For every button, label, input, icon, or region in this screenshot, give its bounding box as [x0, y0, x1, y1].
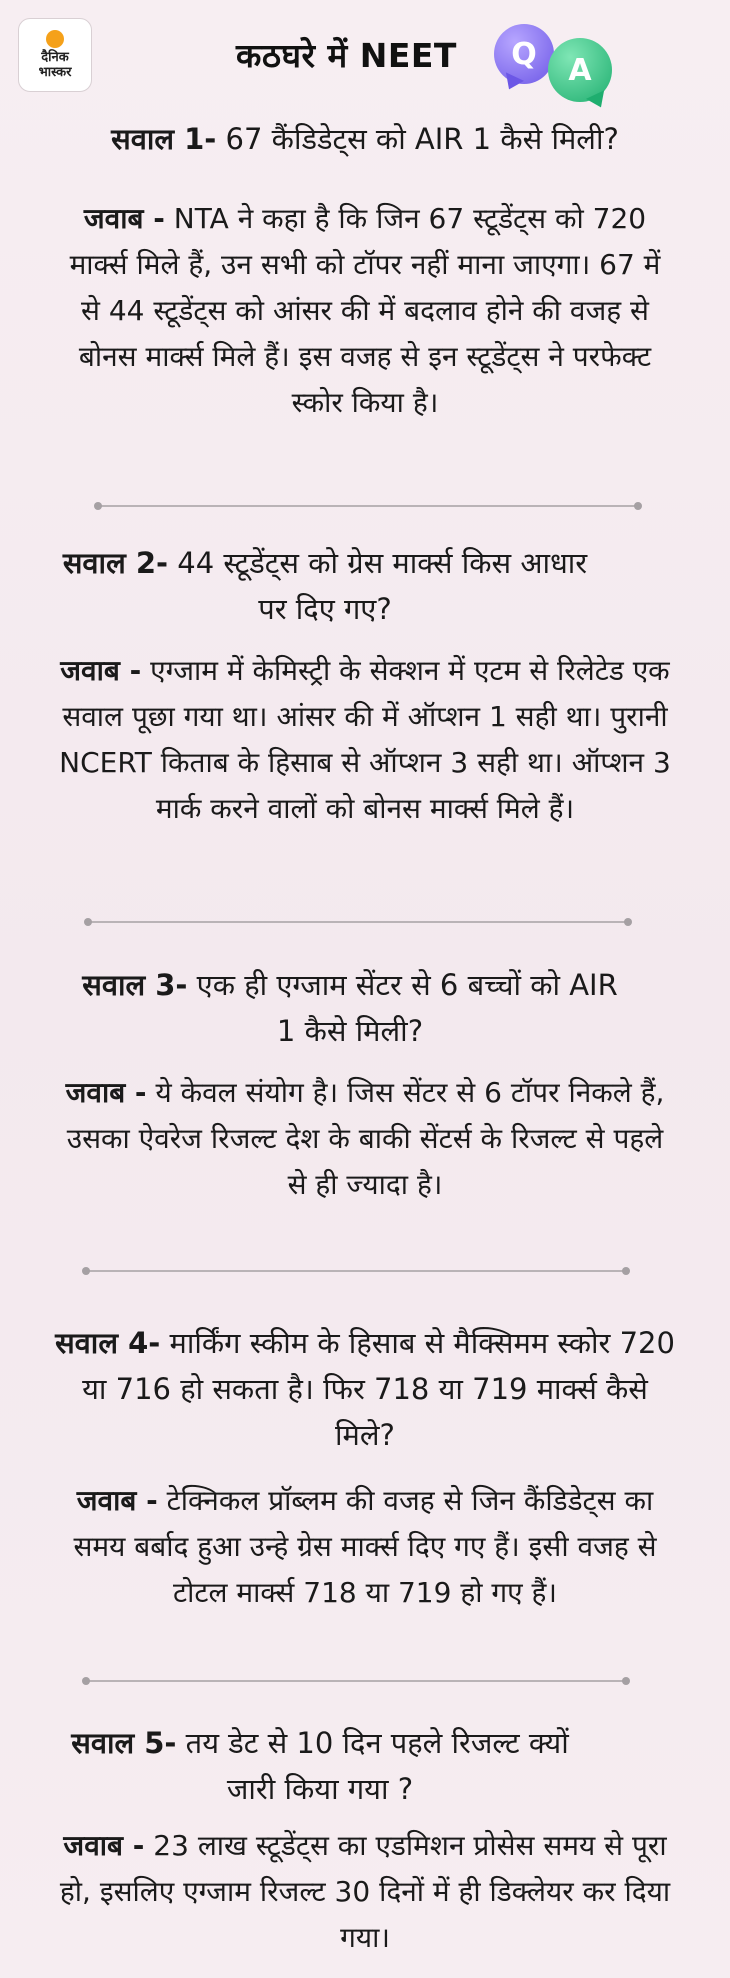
- answer-4: [0, 1478, 730, 1616]
- question-label: सवाल 2-: [62, 546, 169, 580]
- logo-line-1: दैनिक: [41, 50, 69, 65]
- question-label: सवाल 4-: [55, 1326, 161, 1360]
- question-4: [0, 1320, 730, 1458]
- dainik-bhaskar-logo: [18, 18, 92, 92]
- divider: [88, 921, 628, 923]
- sun-icon: [46, 30, 64, 48]
- a-letter: A: [568, 52, 592, 88]
- answer-label: जवाब -: [83, 202, 165, 235]
- answer-label: जवाब -: [76, 1484, 158, 1517]
- question-label: सवाल 5-: [71, 1726, 177, 1760]
- answer-text: NTA ने कहा है कि जिन 67 स्टूडेंट्स को 720 मार्क्स मिले हैं, उन सभी को टॉपर नहीं माना जाएगा। 67 में से 44 स्टूडेंट्स को आंसर की में बदलाव होने की वजह से बोनस मार्क्स मिले हैं। इस वजह से इन स्टूडेंट्स ने परफेक्ट स्कोर किया है।: [69, 202, 661, 419]
- answer-text: ये केवल संयोग है। जिस सेंटर से 6 टॉपर निकले हैं, उसका ऐवरेज रिजल्ट देश के बाकी सेंटर्स के रिजल्ट से पहले से ही ज्यादा है।: [66, 1076, 665, 1201]
- divider: [86, 1270, 626, 1272]
- question-label: सवाल 1-: [111, 122, 217, 156]
- divider: [86, 1680, 626, 1682]
- a-bubble-icon: [548, 38, 612, 102]
- logo-line-2: भास्कर: [38, 65, 72, 80]
- question-label: सवाल 3-: [82, 968, 188, 1002]
- q-letter: Q: [511, 36, 537, 72]
- page-title: कठघरे में NEET: [236, 36, 457, 75]
- question-5: [0, 1720, 730, 1812]
- answer-text: 23 लाख स्टूडेंट्स का एडमिशन प्रोसेस समय से पूरा हो, इसलिए एग्जाम रिजल्ट 30 दिनों में ही डिक्लेयर कर दिया गया।: [59, 1829, 671, 1954]
- header: [0, 0, 730, 115]
- answer-5: [0, 1823, 730, 1961]
- answer-text: टेक्निकल प्रॉब्लम की वजह से जिन कैंडिडेट्स का समय बर्बाद हुआ उन्हे ग्रेस मार्क्स दिए गए हैं। इसी वजह से टोटल मार्क्स 718 या 719 हो गए हैं।: [73, 1484, 657, 1609]
- answer-text: एग्जाम में केमिस्ट्री के सेक्शन में एटम से रिलेटेड एक सवाल पूछा गया था। आंसर की में ऑप्शन 1 सही था। पुरानी NCERT किताब के हिसाब से ऑप्शन 3 सही था। ऑप्शन 3 मार्क करने वालों को बोनस मार्क्स मिले हैं।: [59, 654, 671, 825]
- question-3: [0, 962, 730, 1054]
- question-text: 67 कैंडिडेट्स को AIR 1 कैसे मिली?: [216, 122, 619, 156]
- answer-3: [0, 1070, 730, 1208]
- question-text: 44 स्टूडेंट्स को ग्रेस मार्क्स किस आधार पर दिए गए?: [168, 546, 588, 626]
- question-text: तय डेट से 10 दिन पहले रिजल्ट क्यों जारी किया गया ?: [176, 1726, 569, 1806]
- answer-label: जवाब -: [60, 654, 142, 687]
- answer-label: जवाब -: [65, 1076, 147, 1109]
- question-2: [0, 540, 730, 632]
- divider: [98, 505, 638, 507]
- q-bubble-icon: [494, 24, 554, 84]
- answer-2: [0, 648, 730, 832]
- question-text: एक ही एग्जाम सेंटर से 6 बच्चों को AIR 1 कैसे मिली?: [187, 968, 618, 1048]
- answer-label: जवाब -: [63, 1829, 145, 1862]
- question-1: [0, 116, 730, 162]
- question-text: मार्किंग स्कीम के हिसाब से मैक्सिमम स्कोर 720 या 716 हो सकता है। फिर 718 या 719 मार्क्स कैसे मिले?: [82, 1326, 675, 1452]
- answer-1: [0, 196, 730, 426]
- qa-icon: [494, 24, 624, 110]
